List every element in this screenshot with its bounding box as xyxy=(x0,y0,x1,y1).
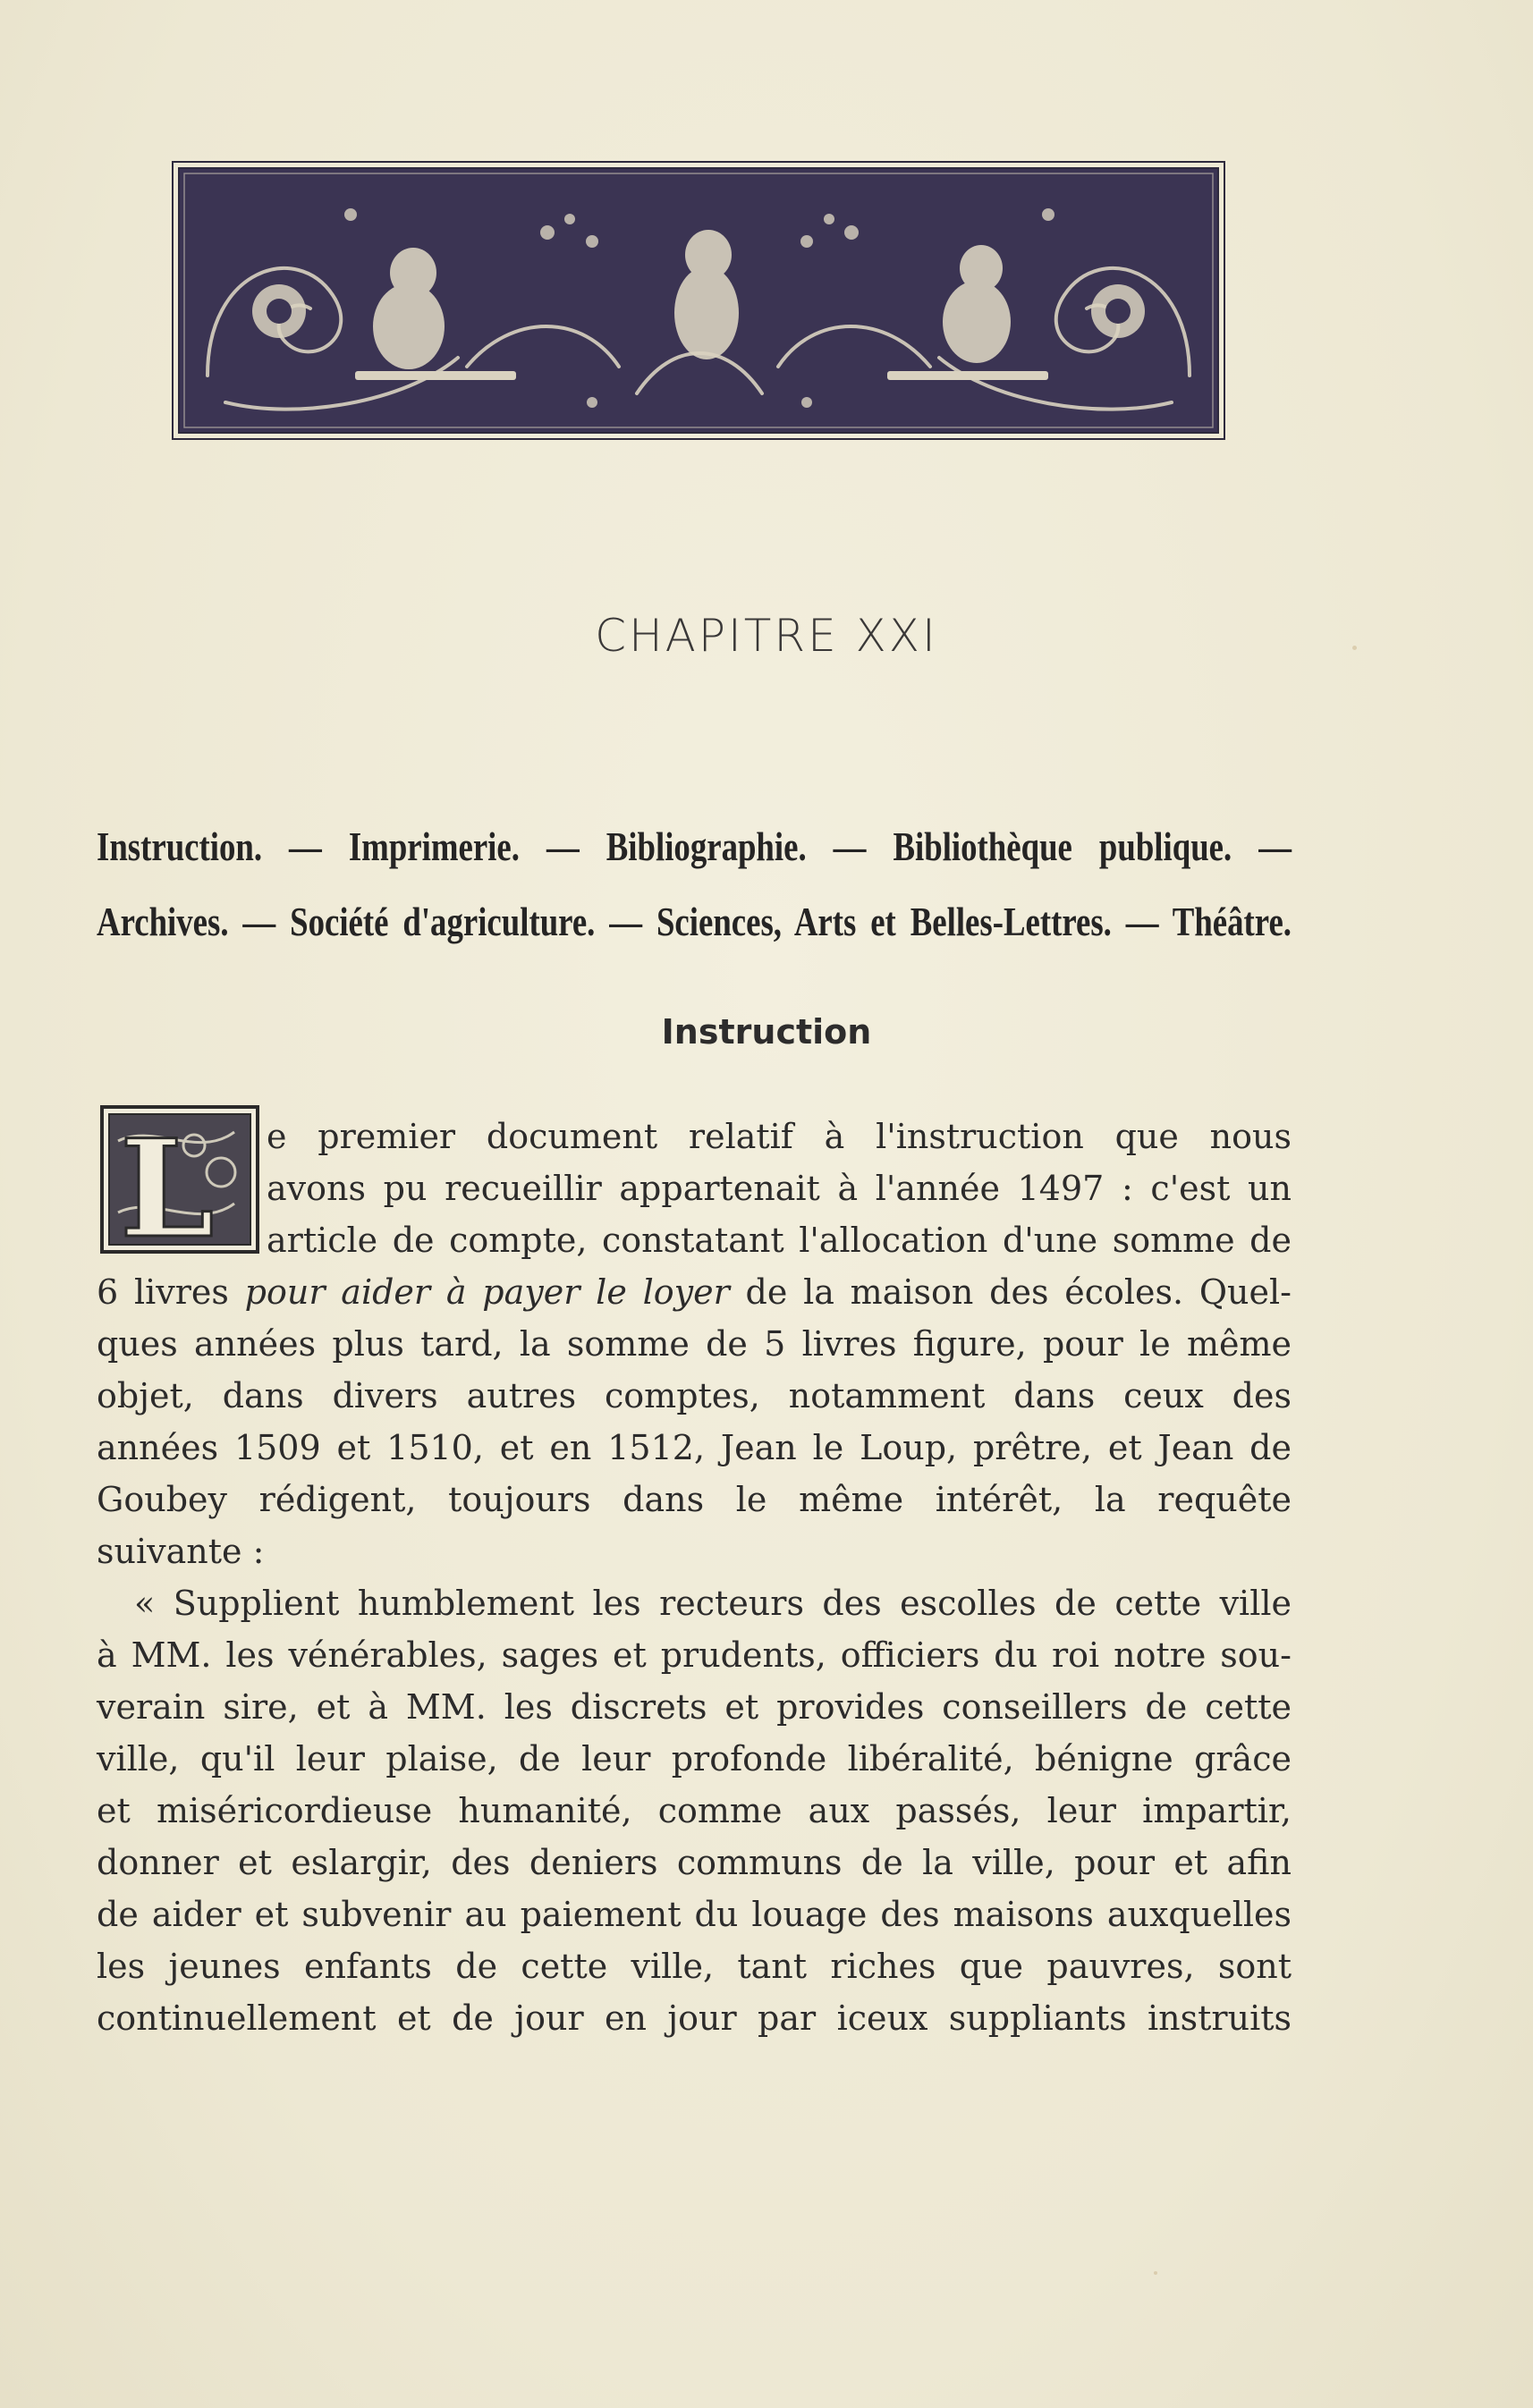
text-run: 6 livres xyxy=(97,1272,245,1312)
svg-text:L: L xyxy=(120,1111,215,1254)
paper-speck xyxy=(1352,646,1357,650)
text-line: à MM. les vénérables, sages et prudents, officiers du roi notre sou- xyxy=(97,1635,1292,1675)
text-line: e premier document relatif à l'instruction que nous xyxy=(267,1117,1292,1156)
text-line: objet, dans divers autres comptes, notamment dans ceux des xyxy=(97,1376,1292,1415)
text-line: années 1509 et 1510, et en 1512, Jean le Loup, prêtre, et Jean de xyxy=(97,1428,1292,1467)
chapter-title: CHAPITRE XXI xyxy=(595,610,938,662)
text-line: suivante : xyxy=(97,1532,265,1571)
text-line: avons pu recueillir appartenait à l'année 1497 : c'est un xyxy=(267,1169,1292,1208)
body-paragraph xyxy=(97,1111,1292,2044)
text-line: et miséricordieuse humanité, comme aux passés, leur impartir, xyxy=(97,1791,1292,1830)
paper-speck xyxy=(1154,2271,1157,2275)
ornamental-headpiece-icon xyxy=(172,161,1225,440)
text-line: ques années plus tard, la somme de 5 livres figure, pour le même xyxy=(97,1324,1292,1364)
text-line: ville, qu'il leur plaise, de leur profonde libéralité, bénigne grâce xyxy=(97,1739,1292,1779)
text-line xyxy=(97,1266,1292,1318)
italic-phrase: pour aider à payer le loyer xyxy=(244,1272,730,1312)
text-line: donner et eslargir, des deniers communs de la ville, pour et afin xyxy=(97,1843,1292,1882)
text-line: article de compte, constatant l'allocation d'une somme de xyxy=(267,1221,1292,1260)
text-line: verain sire, et à MM. les discrets et provides conseillers de cette xyxy=(97,1687,1292,1727)
text-line: continuellement et de jour en jour par iceux suppliants instruits xyxy=(97,1998,1292,2038)
text-line: les jeunes enfants de cette ville, tant riches que pauvres, sont xyxy=(97,1947,1292,1986)
text-line: Goubey rédigent, toujours dans le même intérêt, la requête xyxy=(97,1480,1292,1519)
text-line: de aider et subvenir au paiement du louage des maisons auxquelles xyxy=(97,1895,1292,1934)
text-line: « Supplient humblement les recteurs des escolles de cette ville xyxy=(134,1584,1292,1623)
chapter-summary xyxy=(97,809,1292,959)
summary-line-1: Instruction. — Imprimerie. — Bibliographie. — Bibliothèque publique. — xyxy=(97,824,1292,869)
text-run: de la maison des écoles. Quel- xyxy=(729,1272,1292,1312)
summary-line-2: Archives. — Société d'agriculture. — Sciences, Arts et Belles-Lettres. — Théâtre. xyxy=(97,899,1292,944)
section-heading: Instruction xyxy=(661,1012,872,1052)
